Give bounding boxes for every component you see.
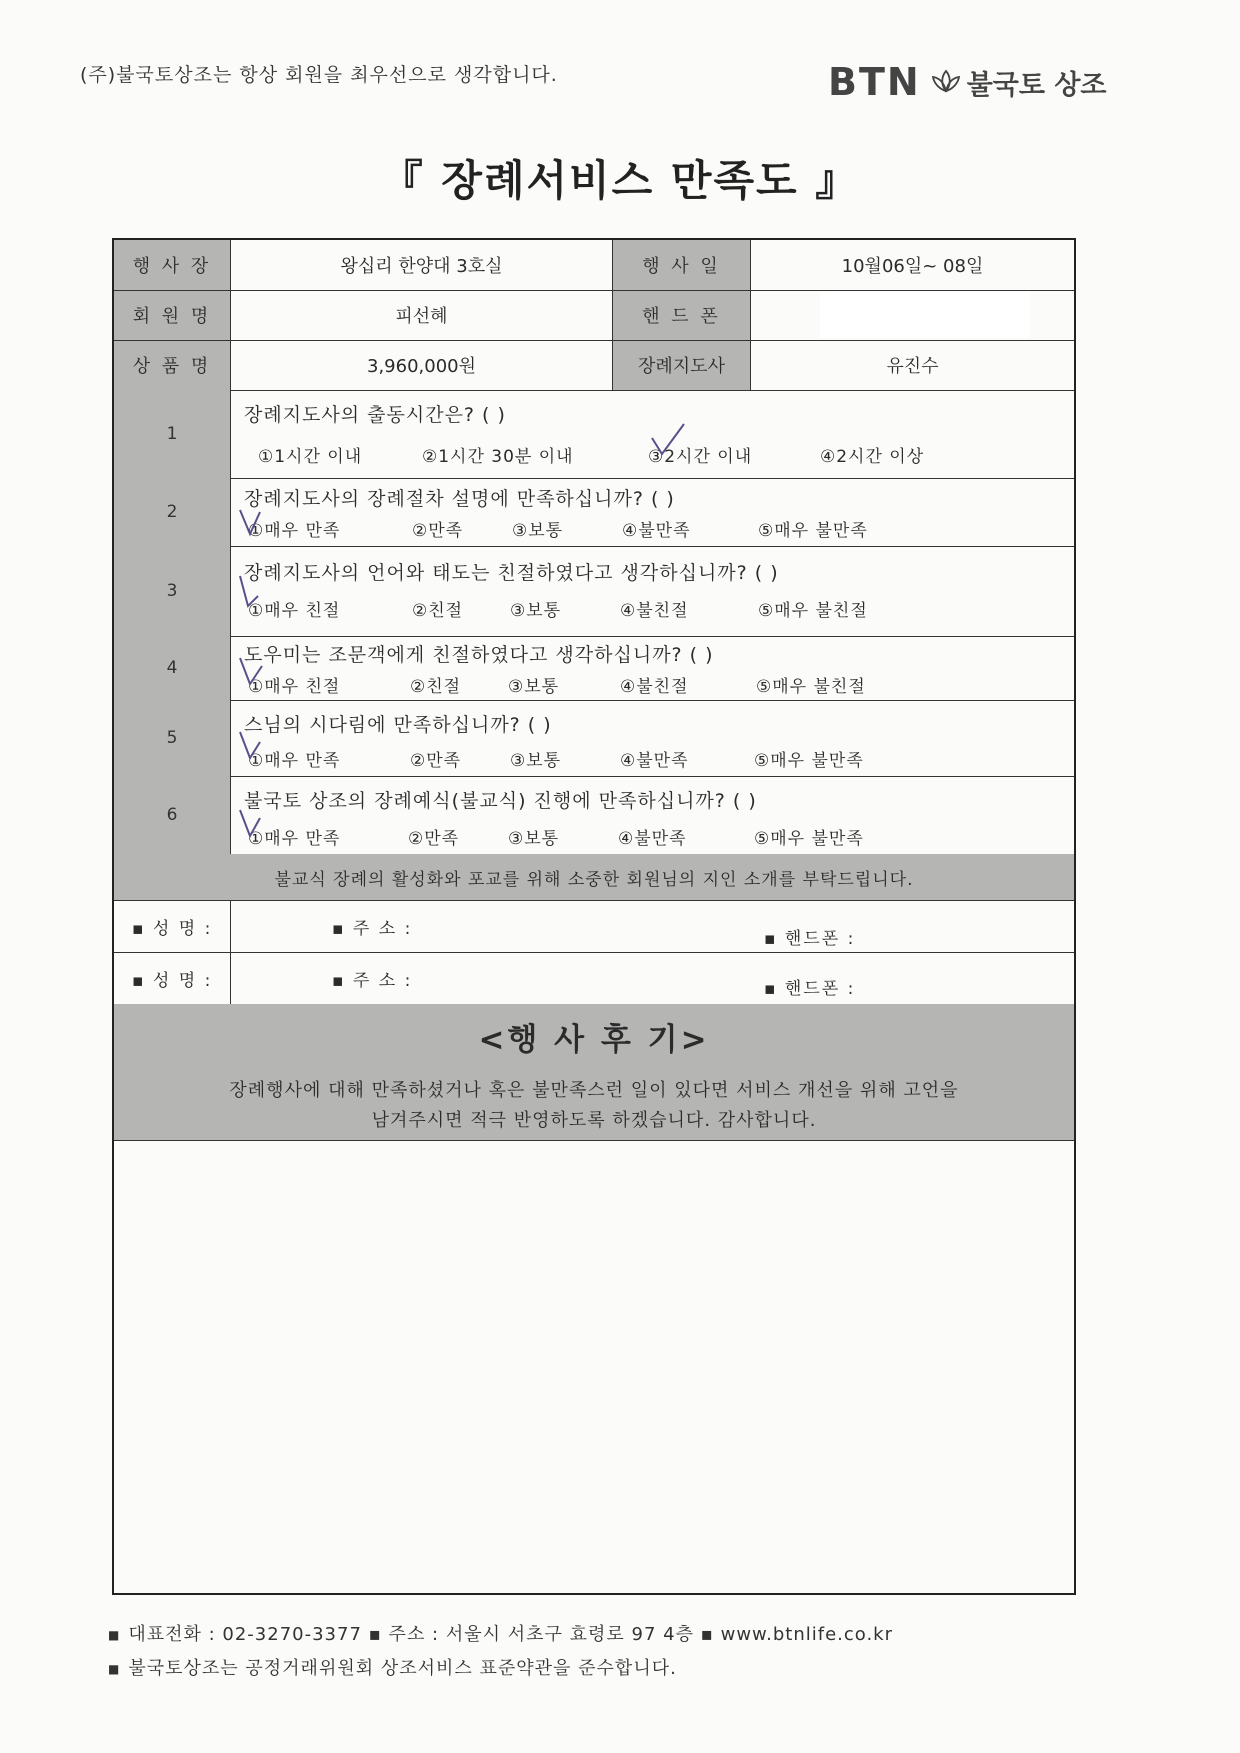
option-3[interactable]: ③보통 xyxy=(510,601,562,621)
question-text: 스님의 시다림에 만족하십니까? ( ) xyxy=(244,714,552,736)
option-2[interactable]: ②친절 xyxy=(410,677,462,697)
referral-phone-label: ▪ 핸드폰 : xyxy=(764,979,856,999)
option-2[interactable]: ②만족 xyxy=(412,521,464,541)
question-text: 도우미는 조문객에게 친절하였다고 생각하십니까? ( ) xyxy=(244,644,714,666)
option-5[interactable]: ⑤매우 불만족 xyxy=(754,829,864,849)
option-2[interactable]: ②만족 xyxy=(410,751,462,771)
phone-label: 핸 드 폰 xyxy=(612,290,750,340)
review-instruction-line: 장례행사에 대해 만족하셨거나 혹은 불만족스런 일이 있다면 서비스 개선을 위해 고언을 xyxy=(229,1080,959,1101)
director-label: 장례지도사 xyxy=(612,340,750,390)
option-4[interactable]: ④불만족 xyxy=(620,751,689,771)
option-4[interactable]: ④불친절 xyxy=(620,601,689,621)
option-5[interactable]: ⑤매우 불만족 xyxy=(758,521,868,541)
option-3[interactable]: ③보통 xyxy=(512,521,564,541)
option-2[interactable]: ②1시간 30분 이내 xyxy=(422,447,574,467)
footer-contact-line: ■ 대표전화 : 02-3270-3377 ▪ 주소 : 서울시 서초구 효령로 97 4층 ▪ www.btnlife.co.kr xyxy=(108,1624,894,1645)
question-number: 1 xyxy=(114,390,230,478)
option-5[interactable]: ⑤매우 불친절 xyxy=(758,601,868,621)
page-title: 『 장례서비스 만족도 』 xyxy=(380,156,860,205)
checkmark-icon xyxy=(238,806,278,846)
option-2[interactable]: ②친절 xyxy=(412,601,464,621)
referral-address-label: ▪ 주 소 : xyxy=(332,919,413,939)
checkmark-icon xyxy=(238,728,278,768)
option-4[interactable]: ④불만족 xyxy=(622,521,691,541)
venue-value: 왕십리 한양대 3호실 xyxy=(230,240,612,290)
question-text: 장례지도사의 언어와 태도는 친절하였다고 생각하십니까? ( ) xyxy=(244,562,779,584)
review-header xyxy=(114,1004,1074,1140)
lotus-icon xyxy=(931,69,961,95)
date-value: 10월06일~ 08일 xyxy=(750,240,1074,290)
product-value: 3,960,000원 xyxy=(230,340,612,390)
slogan: (주)불국토상조는 항상 회원을 최우선으로 생각합니다. xyxy=(80,64,558,86)
date-label: 행 사 일 xyxy=(612,240,750,290)
referral-name-label: ▪ 성 명 : xyxy=(132,971,213,991)
option-1[interactable]: ①매우 만족 xyxy=(248,751,341,771)
option-5[interactable]: ⑤매우 불친절 xyxy=(756,677,866,697)
member-label: 회 원 명 xyxy=(114,290,230,340)
referral-banner: 불교식 장례의 활성화와 포교를 위해 소중한 회원님의 지인 소개를 부탁드립니다. xyxy=(114,854,1074,900)
question-number: 2 xyxy=(114,478,230,546)
option-1[interactable]: ①매우 친절 xyxy=(248,677,341,697)
footer-contact-text: 대표전화 : 02-3270-3377 ▪ 주소 : 서울시 서초구 효령로 97 4층 ▪ www.btnlife.co.kr xyxy=(128,1624,894,1645)
review-title: <행 사 후 기> xyxy=(478,1022,710,1058)
option-4[interactable]: ④불만족 xyxy=(618,829,687,849)
checkmark-icon xyxy=(238,570,278,610)
director-value: 유진수 xyxy=(750,340,1074,390)
checkmark-icon xyxy=(648,420,688,460)
question-number: 6 xyxy=(114,776,230,854)
review-instruction-line: 남겨주시면 적극 반영하도록 하겠습니다. 감사합니다. xyxy=(371,1110,817,1131)
option-1[interactable]: ①1시간 이내 xyxy=(258,447,363,467)
option-1[interactable]: ①매우 만족 xyxy=(248,521,341,541)
question-text: 불국토 상조의 장례예식(불교식) 진행에 만족하십니까? ( ) xyxy=(244,790,757,812)
redaction-box xyxy=(820,292,1030,338)
member-value: 피선혜 xyxy=(230,290,612,340)
option-4[interactable]: ④불친절 xyxy=(620,677,689,697)
product-label: 상 품 명 xyxy=(114,340,230,390)
survey-form xyxy=(112,238,1076,1595)
question-number: 5 xyxy=(114,700,230,776)
footer-notice-text: 불국토상조는 공정거래위원회 상조서비스 표준약관을 준수합니다. xyxy=(128,1658,677,1679)
option-3[interactable]: ③보통 xyxy=(508,829,560,849)
company-logo xyxy=(828,58,1107,106)
footer-notice-line: ■ 불국토상조는 공정거래위원회 상조서비스 표준약관을 준수합니다. xyxy=(108,1658,677,1679)
option-5[interactable]: ⑤매우 불만족 xyxy=(754,751,864,771)
option-2[interactable]: ②만족 xyxy=(408,829,460,849)
venue-label: 행 사 장 xyxy=(114,240,230,290)
option-3[interactable]: ③보통 xyxy=(510,751,562,771)
logo-btn-text: BTN xyxy=(828,60,921,104)
option-1[interactable]: ①매우 친절 xyxy=(248,601,341,621)
checkmark-icon xyxy=(238,502,278,542)
question-text: 장례지도사의 출동시간은? ( ) xyxy=(244,404,506,426)
review-comment-area[interactable] xyxy=(114,1142,1074,1592)
option-3[interactable]: ③2시간 이내 xyxy=(648,447,753,467)
logo-brand-text: 불국토 상조 xyxy=(966,69,1107,101)
referral-name-label: ▪ 성 명 : xyxy=(132,919,213,939)
question-number: 3 xyxy=(114,546,230,636)
option-4[interactable]: ④2시간 이상 xyxy=(820,447,925,467)
question-number: 4 xyxy=(114,636,230,700)
question-text: 장례지도사의 장례절차 설명에 만족하십니까? ( ) xyxy=(244,488,675,510)
referral-address-label: ▪ 주 소 : xyxy=(332,971,413,991)
option-3[interactable]: ③보통 xyxy=(508,677,560,697)
referral-phone-label: ▪ 핸드폰 : xyxy=(764,929,856,949)
checkmark-icon xyxy=(238,652,278,692)
footer xyxy=(108,1618,893,1686)
option-1[interactable]: ①매우 만족 xyxy=(248,829,341,849)
